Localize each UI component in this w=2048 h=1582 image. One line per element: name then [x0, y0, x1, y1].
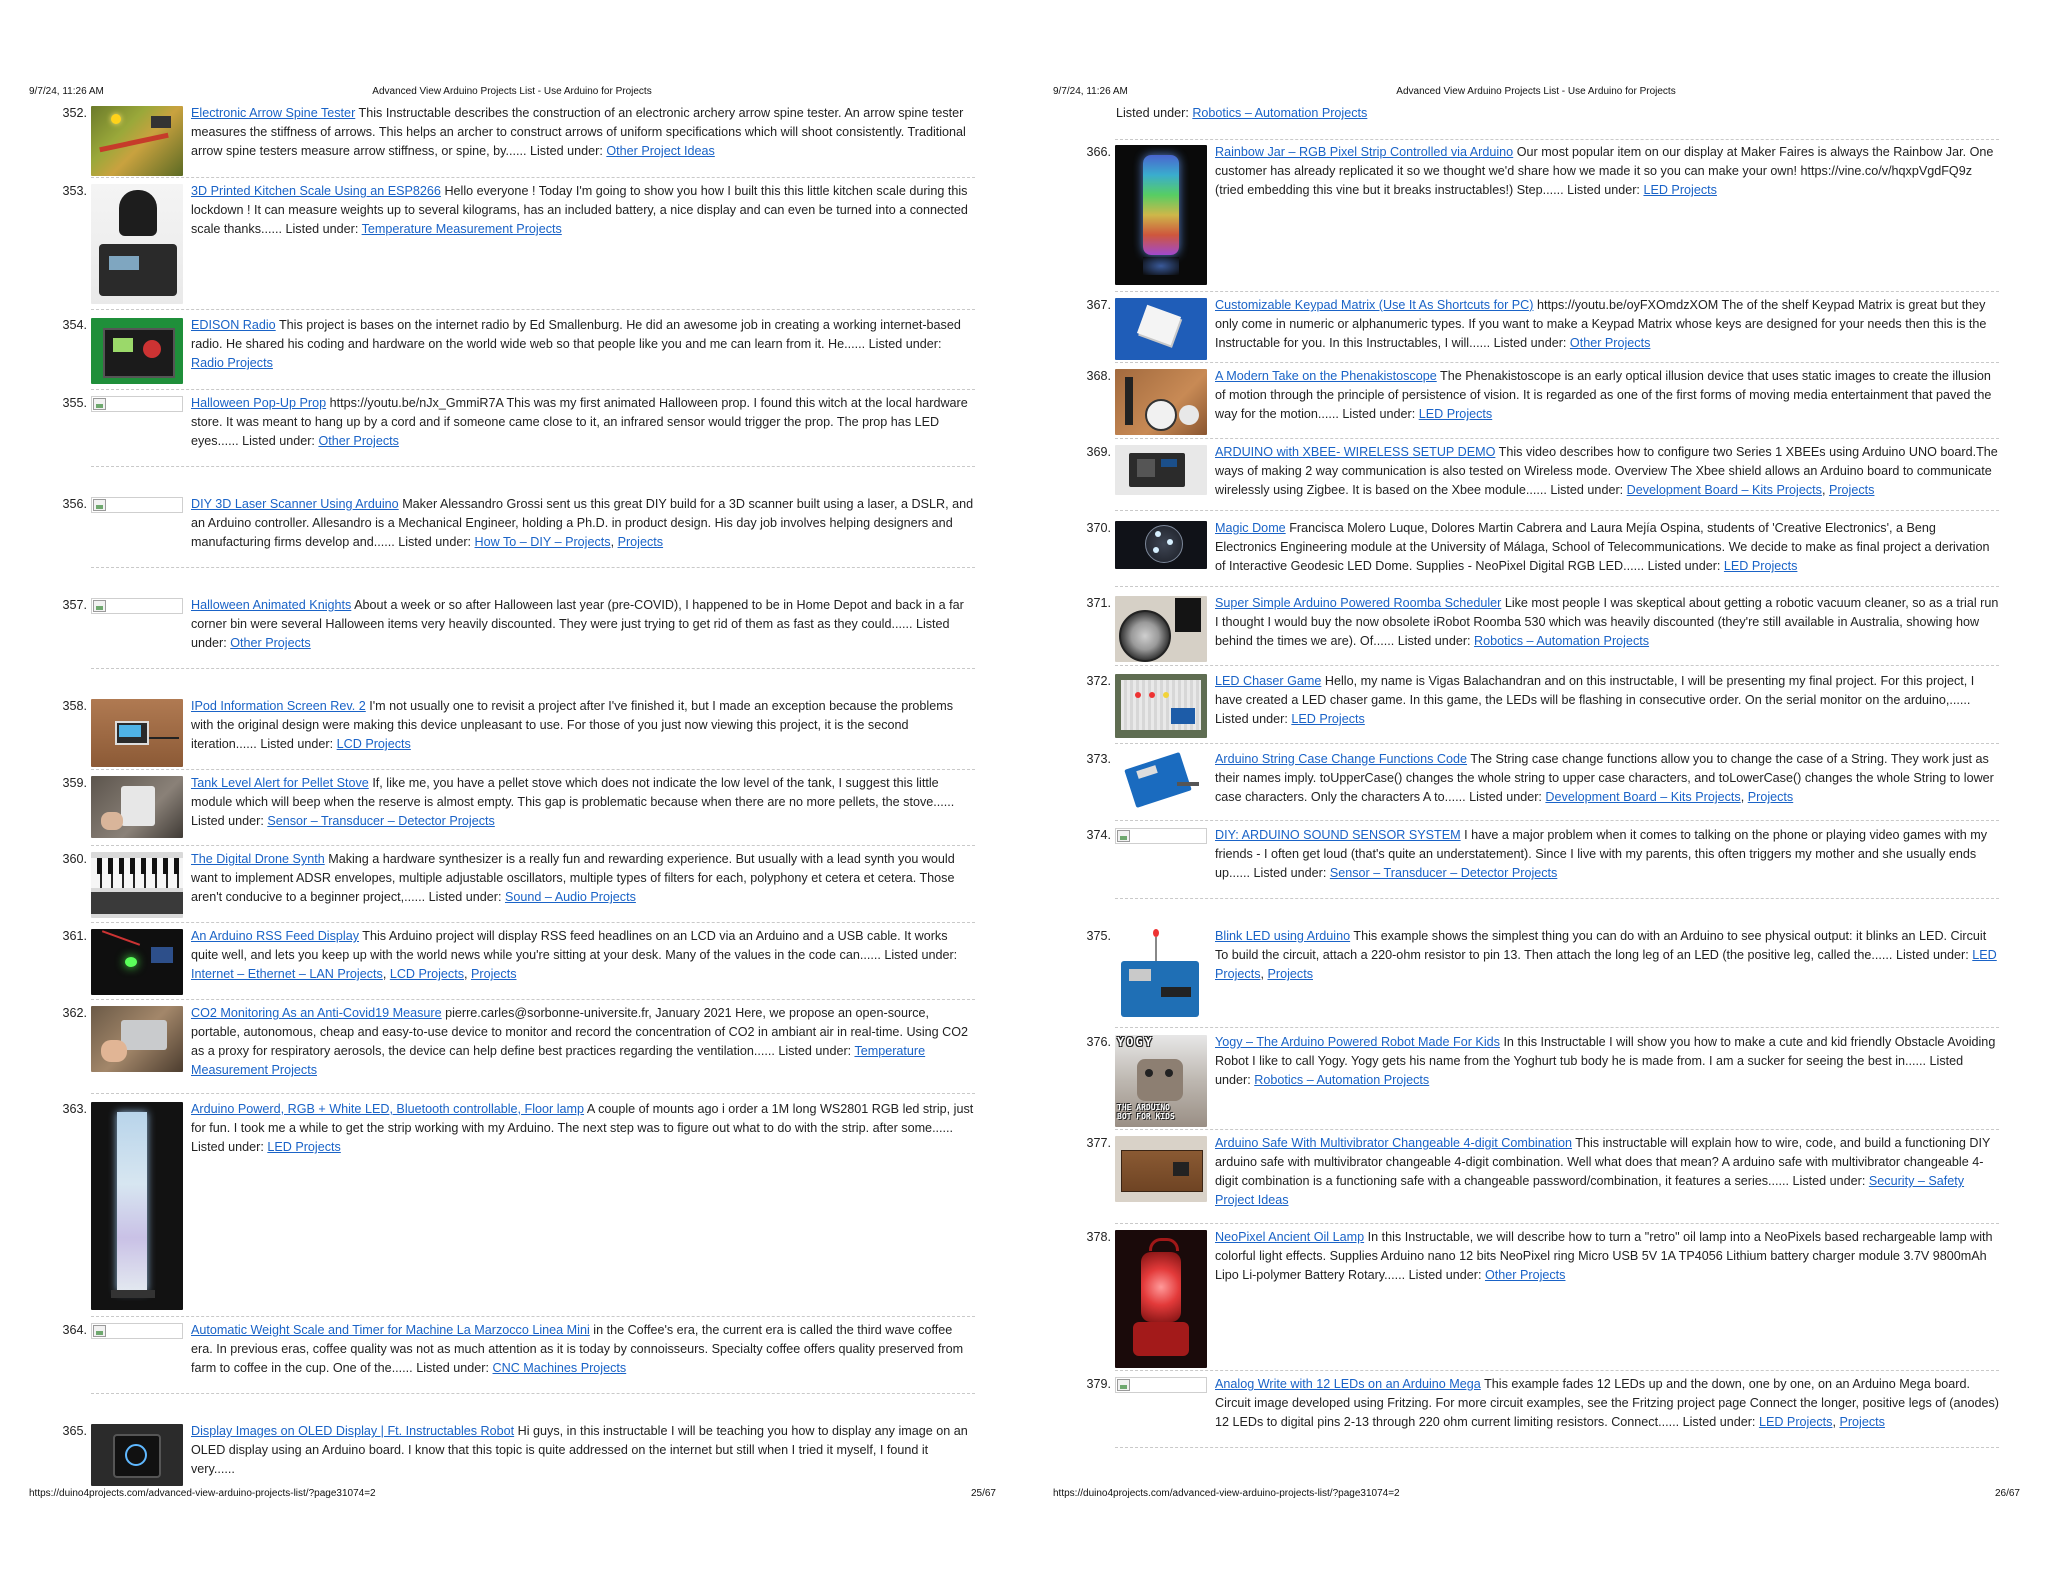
project-description: This Arduino project will display RSS feed headlines on an LCD via an Arduino and a USB cable. It works quite well, and lets you keep up with the world news while you're sitting at your desk. Many of the values in the code can...... — [191, 929, 948, 962]
entry-number: 374. — [1086, 828, 1111, 842]
project-title-link[interactable]: A Modern Take on the Phenakistoscope — [1215, 369, 1437, 383]
category-link[interactable]: LED Projects — [1215, 948, 1997, 981]
entry-separator — [91, 845, 975, 846]
project-entry — [0, 104, 1024, 168]
project-thumbnail[interactable] — [1115, 929, 1207, 1023]
project-thumbnail[interactable] — [1115, 1136, 1207, 1202]
entry-text: An Arduino RSS Feed Display This Arduino project will display RSS feed headlines on an LCD via an Arduino and a USB cable. It works quite well, and lets you keep up with the world news while you're sitting at your desk. Many of the values in the code can...... Listed under: Internet – Ethernet – LAN Projects, LCD Projects, Projects — [191, 929, 958, 981]
entry-number: 368. — [1086, 369, 1111, 383]
project-description: Like most people I was skeptical about getting a robotic vacuum cleaner, so as a trial run I thought I would buy the now obsolete iRobot Roomba 530 which was heavily discounted (they're still available in Australia, showing how behind the times we are). Of...... — [1215, 596, 1999, 648]
thumbnail-label: BOT FOR KIDS — [1117, 1112, 1175, 1121]
entry-number: 361. — [62, 929, 87, 943]
project-title-link[interactable]: NeoPixel Ancient Oil Lamp — [1215, 1230, 1365, 1244]
print-date: 9/7/24, 11:26 AM — [1053, 86, 1128, 97]
project-description: This example shows the simplest thing you can do with an Arduino to see physical output: it blinks an LED. Circuit To build the circuit, attach a 220-ohm resistor to pin 13. Then attach the long leg of an LED (the positive leg, called the...... — [1215, 929, 1987, 962]
entry-text — [1215, 296, 1999, 353]
project-title-link[interactable]: Analog Write with 12 LEDs on an Arduino Mega — [1215, 1377, 1481, 1391]
entry-separator — [1115, 139, 1999, 140]
listed-under-label: Listed under: — [1567, 183, 1640, 197]
print-title: Advanced View Arduino Projects List - Use Arduino for Projects — [1396, 86, 1676, 97]
broken-image-icon[interactable] — [91, 1323, 183, 1339]
entry-separator — [91, 1316, 975, 1317]
project-thumbnail[interactable] — [1115, 1035, 1207, 1127]
entry-separator — [91, 389, 975, 390]
entry-text — [191, 1004, 975, 1080]
project-title-link[interactable]: Tank Level Alert for Pellet Stove — [191, 776, 369, 790]
category-link[interactable]: Projects — [471, 967, 517, 981]
project-thumbnail[interactable] — [91, 929, 183, 995]
project-description: https://youtu.be/nJx_GmmiR7A This was my first animated Halloween prop. I found this witch at the local hardware store. It was meant to hang up by a cord and if someone came close to it, an infrared sensor would trigger the prop. The prop has LED eyes...... — [191, 396, 968, 448]
project-title-link[interactable]: Electronic Arrow Spine Tester — [191, 106, 356, 120]
category-link[interactable]: Projects — [1267, 967, 1313, 981]
entry-number: 377. — [1086, 1136, 1111, 1150]
thumbnail-label: YOGY — [1117, 1035, 1154, 1049]
entry-text — [1215, 367, 1999, 424]
print-page-number: 26/67 — [1994, 1488, 2020, 1499]
project-description: Francisca Molero Luque, Dolores Martin Cabrera and Laura Mejía Ospina, students of 'Creative Electronics', a Beng Electronics Engineering module at the University of Málaga, School of Telecommunications. We decide to make as final project a derivation of Interactive Geodesic LED Dome. Supplies - NeoPixel Digital RGB LED...... — [1215, 521, 1990, 573]
entry-separator — [91, 1393, 975, 1394]
entry-number: 370. — [1086, 521, 1111, 535]
entry-separator — [1115, 820, 1999, 821]
entry-number: 366. — [1086, 145, 1111, 159]
listed-under-label: Listed under: — [1215, 712, 1288, 726]
project-thumbnail[interactable] — [1115, 145, 1207, 285]
entry-number: 379. — [1086, 1377, 1111, 1391]
entry-number: 358. — [62, 699, 87, 713]
print-page-number: 25/67 — [970, 1488, 996, 1499]
entry-separator — [1115, 665, 1999, 666]
entry-separator — [1115, 1129, 1999, 1130]
project-description: The Phenakistoscope is an early optical illusion device that uses static images to create the illusion of motion through the principle of persistence of vision. It is regarded as one of the first forms of moving media entertainment that paved the way for the motion...... — [1215, 369, 1992, 421]
entry-text — [1215, 519, 1999, 576]
project-title-link[interactable]: Arduino Safe With Multivibrator Changeable 4-digit Combination — [1215, 1136, 1573, 1150]
project-title-link[interactable]: 3D Printed Kitchen Scale Using an ESP8266 — [191, 184, 441, 198]
listed-under-label: Listed under: — [1792, 1174, 1866, 1188]
project-thumbnail[interactable] — [91, 852, 183, 918]
listed-under-label: Listed under: — [1682, 1415, 1756, 1429]
entry-number: 378. — [1086, 1230, 1111, 1244]
project-description: This instructable will explain how to wire, code, and build a functioning DIY arduino safe with multivibrator changeable 4-digit combination. Well what does that mean? A arduino safe with multivibrator changeable 4-digit combination is a functioning safe with a changeable password/combination, it features a series...... — [1215, 1136, 1991, 1188]
entry-number: 372. — [1086, 674, 1111, 688]
project-thumbnail[interactable] — [91, 1424, 183, 1486]
entry-number: 362. — [62, 1006, 87, 1020]
entry-text — [1215, 1033, 1999, 1090]
entry-separator — [1115, 1027, 1999, 1028]
project-thumbnail[interactable] — [91, 776, 183, 838]
category-link[interactable]: LED Projects — [1643, 183, 1717, 197]
category-link[interactable]: LED Projects — [1758, 1415, 1833, 1429]
category-link[interactable]: Development Board – Kits Projects — [1545, 790, 1741, 804]
entry-text — [1215, 1134, 1999, 1210]
category-link[interactable]: Development Board – Kits Projects — [1626, 483, 1822, 497]
listed-under-label: Listed under: — [1895, 948, 1969, 962]
entry-number: 373. — [1086, 752, 1111, 766]
category-link[interactable]: Temperature Measurement Projects — [191, 1044, 926, 1077]
category-link[interactable]: Other Projects — [230, 636, 311, 650]
entry-text — [191, 394, 975, 451]
entry-separator — [91, 177, 975, 178]
project-description: About a week or so after Halloween last year (pre-COVID), I happened to be in Home Depot and back in a far corner bin were several Halloween items very heavily discounted. They were just trying to get rid of them as fast as they could...... — [191, 598, 964, 631]
entry-text — [191, 697, 975, 754]
project-description: This example fades 12 LEDs up and the down, one by one, on an Arduino Mega board. Circuit image developed using Fritzing. For more circuit examples, see the Fritzing project page Connect the longer, positive legs of (anodes) 12 LEDs to digital pins 2-13 through 220 ohm current limiting resistors. Connect...... — [1215, 1377, 1999, 1429]
entry-text: ARDUINO with XBEE- WIRELESS SETUP DEMO This video describes how to configure two Series 1 XBEEs using Arduino UNO board.The ways of making 2 way communication is also tested on Wireless mode. Overview The Xbee shield allows an Arduino board to communicate wirelessly using Zigbee. It is based on the Xbee module...... Listed under: Development Board – Kits Projects, Projects — [1215, 445, 1998, 497]
broken-image-icon[interactable] — [91, 396, 183, 412]
project-description: Hi guys, in this instructable I will be teaching you how to display any image on an OLED display using an Arduino board. I know that this topic is quite addressed on the internet but still when I tried it myself, I found it very...... — [191, 1424, 968, 1476]
category-link[interactable]: How To – DIY – Projects — [474, 535, 611, 549]
entry-text — [191, 1422, 975, 1479]
listed-under-label: Listed under: — [1116, 106, 1189, 120]
entry-text — [191, 596, 975, 653]
entry-number: 375. — [1086, 929, 1111, 943]
entry-text — [1215, 826, 1999, 883]
project-title-link[interactable]: Halloween Animated Knights — [191, 598, 352, 612]
listed-under-label: Listed under: — [884, 948, 958, 962]
project-title-link[interactable]: Blink LED using Arduino — [1215, 929, 1351, 943]
entry-number: 354. — [62, 318, 87, 332]
entry-text — [191, 1100, 975, 1157]
project-description: The String case change functions allow you to change the case of a String. They work just as their names imply. toUpperCase() changes the whole string to upper case characters, and toLowerCase() changes the whole String to lower case characters. Only the characters A to...... — [1215, 752, 1994, 804]
entry-separator — [91, 1093, 975, 1094]
category-link[interactable]: Other Projects — [1569, 336, 1651, 350]
category-link[interactable]: Projects — [1839, 1415, 1885, 1429]
listed-under-label: Listed under: — [242, 434, 315, 448]
entry-separator — [1115, 291, 1999, 292]
project-description: Our most popular item on our display at Maker Faires is always the Rainbow Jar. One customer has already replicated it so we thought we'd share how we made it so you can make your own! https://vine.co/v/hqxpVgdFQ9z (tried embedding this vine but it breaks instructables!) Step...... — [1215, 145, 1994, 197]
entry-number: 357. — [62, 598, 87, 612]
entry-text — [191, 1321, 975, 1378]
listed-under-label: Listed under: — [530, 144, 603, 158]
project-title-link[interactable]: DIY: ARDUINO SOUND SENSOR SYSTEM — [1215, 828, 1461, 842]
entry-text — [1215, 1228, 1999, 1285]
entry-number: 369. — [1086, 445, 1111, 459]
entry-number: 360. — [62, 852, 87, 866]
listed-under-label: Listed under: — [1647, 559, 1721, 573]
project-description: A couple of mounts ago i order a 1M long WS2801 RGB led strip, just for fun. I took me a while to get the strip working with my Arduino. The next step was to figure out what to do with the strip. after some...... — [191, 1102, 974, 1135]
project-title-link[interactable]: Halloween Pop-Up Prop — [191, 396, 327, 410]
entry-separator — [1115, 1370, 1999, 1371]
category-link[interactable]: LCD Projects — [336, 737, 411, 751]
project-thumbnail[interactable] — [1115, 445, 1207, 495]
project-title-link[interactable]: EDISON Radio — [191, 318, 276, 332]
entry-text — [191, 316, 975, 373]
entry-text: DIY 3D Laser Scanner Using Arduino Maker Alessandro Grossi sent us this great DIY build for a 3D scanner built using a laser, a DSLR, and an Arduino controller. Allesandro is a Mechanical Engineer, holding a Ph.D. in product design. His day job involves helping designers and manufacturing firms develop and...... Listed under: How To – DIY – Projects, Projects — [191, 497, 974, 549]
project-title-link[interactable]: Customizable Keypad Matrix (Use It As Shortcuts for PC) — [1215, 298, 1534, 312]
category-link[interactable]: Sound – Audio Projects — [504, 890, 636, 904]
project-title-link[interactable]: Arduino Powerd, RGB + White LED, Bluetooth controllable, Floor lamp — [191, 1102, 585, 1116]
category-link[interactable]: Sensor – Transducer – Detector Projects — [1329, 866, 1558, 880]
entry-number: 359. — [62, 776, 87, 790]
entry-text — [191, 774, 975, 831]
project-title-link[interactable]: LED Chaser Game — [1215, 674, 1322, 688]
project-thumbnail[interactable] — [91, 106, 183, 176]
category-link[interactable]: Radio Projects — [191, 356, 273, 370]
entry-separator — [91, 668, 975, 669]
project-description: This project is bases on the internet radio by Ed Smallenburg. He did an awesome job in creating a working internet-based radio. He shared his coding and hardware on the world wide web so that people like you and me can learn from it. He...... — [191, 318, 961, 351]
entry-text — [1215, 672, 1999, 729]
entry-text: Arduino String Case Change Functions Code The String case change functions allow you to change the case of a String. They work just as their names imply. toUpperCase() changes the whole string to upper case characters, and toLowerCase() changes the whole String to lower case characters. Only the characters A to...... Listed under: Development Board – Kits Projects, Projects — [1215, 752, 1994, 804]
project-thumbnail[interactable] — [1115, 752, 1207, 810]
project-description: Hello, my name is Vigas Balachandran and on this instructable, I will be presenting my final project. For this project, I have created a LED chaser game. In this game, the LEDs will be flashing in consecutive order. On the serial monitor on the arduino,...... — [1215, 674, 1975, 707]
entry-number: 371. — [1086, 596, 1111, 610]
project-description: Making a hardware synthesizer is a really fun and rewarding experience. But usually with a lead synth you would want to implement ADSR envelopes, multiple adjustable oscillators, multiple types of filters for each, polyphony et cetera et cetera. Those aren't conducive to a beginner project,...... — [191, 852, 955, 904]
project-title-link[interactable]: IPod Information Screen Rev. 2 — [191, 699, 366, 713]
project-title-link[interactable]: Display Images on OLED Display | Ft. Instructables Robot — [191, 1424, 515, 1438]
project-thumbnail[interactable] — [91, 184, 183, 304]
project-title-link[interactable]: CO2 Monitoring As an Anti-Covid19 Measure — [191, 1006, 442, 1020]
project-description: in the Coffee's era, the current era is called the third wave coffee era. In previous eras, coffee quality was not as much attention as it is today by connoisseurs. Specialty coffee offers quality preserved from farm to coffee in the cup. One of the...... — [191, 1323, 964, 1375]
project-description: If, like me, you have a pellet stove which does not indicate the low level of the tank, I suggest this little module which will beep when the reserve is almost empty. This gap is problematic because when there are no more pellets, the stove...... — [191, 776, 955, 809]
project-title-link[interactable]: DIY 3D Laser Scanner Using Arduino — [191, 497, 399, 511]
listed-under-label: Listed under: — [1253, 866, 1327, 880]
project-thumbnail[interactable] — [91, 1102, 183, 1310]
listed-under-label: Listed under: — [1408, 1268, 1482, 1282]
project-description: This Instructable describes the construction of an electronic archery arrow spine tester. An arrow spine tester measures the stiffness of arrows. This helps an archer to construct arrows of uniform specifications which will shoot consistently. Traditional arrow spine testers measure arrow stiffness, or spine, by...... — [191, 106, 966, 158]
entry-separator — [1115, 898, 1999, 899]
project-description: In this Instructable, we will describe how to turn a "retro" oil lamp into a NeoPixels based rechargeable lamp with colorful light effects. Supplies Arduino nano 12 bits NeoPixel ring Micro USB 5V 1A TP4056 Lithium battery charger module 3.7V 9800mAh Lipo Li-polymer Battery Rotary...... — [1215, 1230, 1993, 1282]
project-title-link[interactable]: ARDUINO with XBEE- WIRELESS SETUP DEMO — [1215, 445, 1496, 459]
entry-number: 364. — [62, 1323, 87, 1337]
entry-separator — [1115, 362, 1999, 363]
project-description: I'm not usually one to revisit a project after I've finished it, but I made an exception because the problems with the original design were making this device unpleasant to use. For those of you just now viewing this project, it is the second iteration...... — [191, 699, 954, 751]
category-link[interactable]: Security – Safety Project Ideas — [1215, 1174, 1965, 1207]
category-link[interactable]: Other Projects — [1484, 1268, 1566, 1282]
entry-separator — [91, 309, 975, 310]
print-footer-url: https://duino4projects.com/advanced-view-arduino-projects-list/?page31074=2 — [1053, 1488, 1400, 1499]
project-description: Maker Alessandro Grossi sent us this great DIY build for a 3D scanner built using a laser, a DSLR, and an Arduino controller. Allesandro is a Mechanical Engineer, holding a Ph.D. in product design. His day job involves helping designers and manufacturing firms develop and...... — [191, 497, 974, 549]
entry-number: 352. — [62, 106, 87, 120]
project-title-link[interactable]: Arduino String Case Change Functions Code — [1215, 752, 1468, 766]
listed-under-label: Listed under: — [416, 1361, 490, 1375]
listed-under-label: Listed under: — [428, 890, 502, 904]
category-link[interactable]: LCD Projects — [389, 967, 464, 981]
project-description: This video describes how to configure two Series 1 XBEEs using Arduino UNO board.The ways of making 2 way communication is also tested on Wireless mode. Overview The Xbee shield allows an Arduino board to communicate wirelessly using Zigbee. It is based on the Xbee module...... — [1215, 445, 1998, 497]
entry-number: 353. — [62, 184, 87, 198]
category-link[interactable]: Other Projects — [318, 434, 399, 448]
category-link[interactable]: LED Projects — [1418, 407, 1493, 421]
project-thumbnail[interactable] — [1115, 369, 1207, 435]
entry-separator — [91, 567, 975, 568]
continued-entry-tail — [1116, 104, 2016, 123]
category-link[interactable]: Sensor – Transducer – Detector Projects — [267, 814, 495, 828]
entry-text — [191, 182, 975, 239]
entry-separator — [91, 769, 975, 770]
project-title-link[interactable]: An Arduino RSS Feed Display — [191, 929, 360, 943]
category-link[interactable]: Robotics – Automation Projects — [1192, 106, 1368, 120]
entry-text — [1215, 143, 1999, 200]
project-title-link[interactable]: Magic Dome — [1215, 521, 1286, 535]
entry-text: Blink LED using Arduino This example shows the simplest thing you can do with an Arduino to see physical output: it blinks an LED. Circuit To build the circuit, attach a 220-ohm resistor to pin 13. Then attach the long leg of an LED (the positive leg, called the...... Listed under: LED Projects, Projects — [1215, 929, 1997, 981]
category-link[interactable]: CNC Machines Projects — [492, 1361, 627, 1375]
project-title-link[interactable]: Rainbow Jar – RGB Pixel Strip Controlled via Arduino — [1215, 145, 1514, 159]
listed-under-label: Listed under: — [191, 814, 264, 828]
entry-separator — [1115, 510, 1999, 511]
entry-separator — [1115, 743, 1999, 744]
category-link[interactable]: Projects — [1747, 790, 1794, 804]
category-link[interactable]: Projects — [1828, 483, 1875, 497]
listed-under-label: Listed under: — [285, 222, 359, 236]
broken-image-icon[interactable] — [91, 497, 183, 513]
entry-number: 367. — [1086, 298, 1111, 312]
entry-separator — [91, 922, 975, 923]
print-title: Advanced View Arduino Projects List - Use Arduino for Projects — [372, 86, 652, 97]
project-thumbnail[interactable] — [1115, 521, 1207, 569]
category-link[interactable]: Robotics – Automation Projects — [1474, 634, 1650, 648]
listed-under-label: Listed under: — [1469, 790, 1542, 804]
print-date: 9/7/24, 11:26 AM — [29, 86, 104, 97]
project-description: pierre.carles@sorbonne-universite.fr, January 2021 Here, we propose an open-source, portable, autonomous, cheap and easy-to-use device to monitor and record the concentration of CO2 in ambiant air in real-time. Using CO2 as a proxy for respiratory aerosols, the device can help define best practices regarding the ventilation...... — [191, 1006, 969, 1058]
entry-number: 363. — [62, 1102, 87, 1116]
listed-under-label: Listed under: — [260, 737, 334, 751]
project-description: Hello everyone ! Today I'm going to show you how I built this this little kitchen scale during this lockdown ! It can measure weights up to several kilograms, has an included battery, a nice display and can even be turned into a connected scale thanks...... — [191, 184, 968, 236]
category-link[interactable]: Robotics – Automation Projects — [1254, 1073, 1430, 1087]
entry-separator — [1115, 1447, 1999, 1448]
listed-under-label: Listed under: — [1493, 336, 1567, 350]
listed-under-label: Listed under: — [398, 535, 472, 549]
listed-under-label: Listed under: — [868, 337, 942, 351]
entry-text: Analog Write with 12 LEDs on an Arduino Mega This example fades 12 LEDs up and the down, one by one, on an Arduino Mega board. Circuit image developed using Fritzing. For more circuit examples, see the Fritzing project page Connect the longer, positive legs of (anodes) 12 LEDs to digital pins 2-13 through 220 ohm current limiting resistors. Connect...... Listed under: LED Projects, Projects — [1215, 1377, 1999, 1429]
project-thumbnail[interactable] — [1115, 596, 1207, 662]
entry-separator — [91, 999, 975, 1000]
listed-under-label: Listed under: — [191, 617, 950, 650]
project-title-link[interactable]: Yogy – The Arduino Powered Robot Made For Kids — [1215, 1035, 1500, 1049]
project-description: In this Instructable I will show you how to make a cute and kid friendly Obstacle Avoiding Robot I like to call Yogy. Yogy gets his name from the Yoghurt tub body he is made from. I am a sucker for seeing the best in...... — [1215, 1035, 1996, 1068]
project-thumbnail[interactable] — [1115, 298, 1207, 360]
category-link[interactable]: Other Project Ideas — [606, 144, 715, 158]
entry-text — [1215, 594, 1999, 651]
entry-separator — [91, 466, 975, 467]
pdf-page-26 — [1024, 0, 2048, 1582]
category-link[interactable]: Internet – Ethernet – LAN Projects — [191, 967, 383, 981]
project-title-link[interactable]: Automatic Weight Scale and Timer for Machine La Marzocco Linea Mini — [191, 1323, 590, 1337]
project-title-link[interactable]: Super Simple Arduino Powered Roomba Scheduler — [1215, 596, 1502, 610]
entry-number: 365. — [62, 1424, 87, 1438]
project-thumbnail[interactable] — [91, 699, 183, 767]
entry-number: 355. — [62, 396, 87, 410]
listed-under-label: Listed under: — [191, 1140, 264, 1154]
entry-separator — [1115, 438, 1999, 439]
project-thumbnail[interactable] — [1115, 1230, 1207, 1368]
project-thumbnail[interactable] — [91, 318, 183, 384]
listed-under-label: Listed under: — [1397, 634, 1471, 648]
broken-image-icon[interactable] — [1115, 828, 1207, 844]
project-thumbnail[interactable] — [1115, 674, 1207, 738]
category-link[interactable]: LED Projects — [267, 1140, 341, 1154]
category-link[interactable]: LED Projects — [1291, 712, 1365, 726]
entry-separator — [1115, 586, 1999, 587]
listed-under-label: Listed under: — [1215, 1054, 1964, 1087]
project-title-link[interactable]: The Digital Drone Synth — [191, 852, 325, 866]
entry-separator — [1115, 1223, 1999, 1224]
thumbnail-label: THE ARDUINO — [1117, 1103, 1170, 1112]
project-description: I have a major problem when it comes to talking on the phone or playing video games with my friends - I often get loud (that's quite an understatement). Since I live with my parents, this often triggers my mother and she usually ends up...... — [1215, 828, 1988, 880]
listed-under-label: Listed under: — [778, 1044, 852, 1058]
category-link[interactable]: LED Projects — [1723, 559, 1798, 573]
entry-number: 376. — [1086, 1035, 1111, 1049]
listed-under-label: Listed under: — [1342, 407, 1416, 421]
listed-under-label: Listed under: — [1550, 483, 1624, 497]
broken-image-icon[interactable] — [1115, 1377, 1207, 1393]
entry-number: 356. — [62, 497, 87, 511]
category-link[interactable]: Temperature Measurement Projects — [361, 222, 562, 236]
project-description: https://youtu.be/oyFXOmdzXOM The of the shelf Keypad Matrix is great but they only come in numeric or alphanumeric types. If you want to make a Keypad Matrix whose keys are designed for your needs then this is the Instructable for you. In this Instructables, I will...... — [1215, 298, 1987, 350]
entry-text — [191, 850, 975, 907]
broken-image-icon[interactable] — [91, 598, 183, 614]
project-thumbnail[interactable] — [91, 1006, 183, 1072]
print-footer-url: https://duino4projects.com/advanced-view-arduino-projects-list/?page31074=2 — [29, 1488, 376, 1499]
entry-text — [191, 104, 975, 161]
category-link[interactable]: Projects — [617, 535, 664, 549]
